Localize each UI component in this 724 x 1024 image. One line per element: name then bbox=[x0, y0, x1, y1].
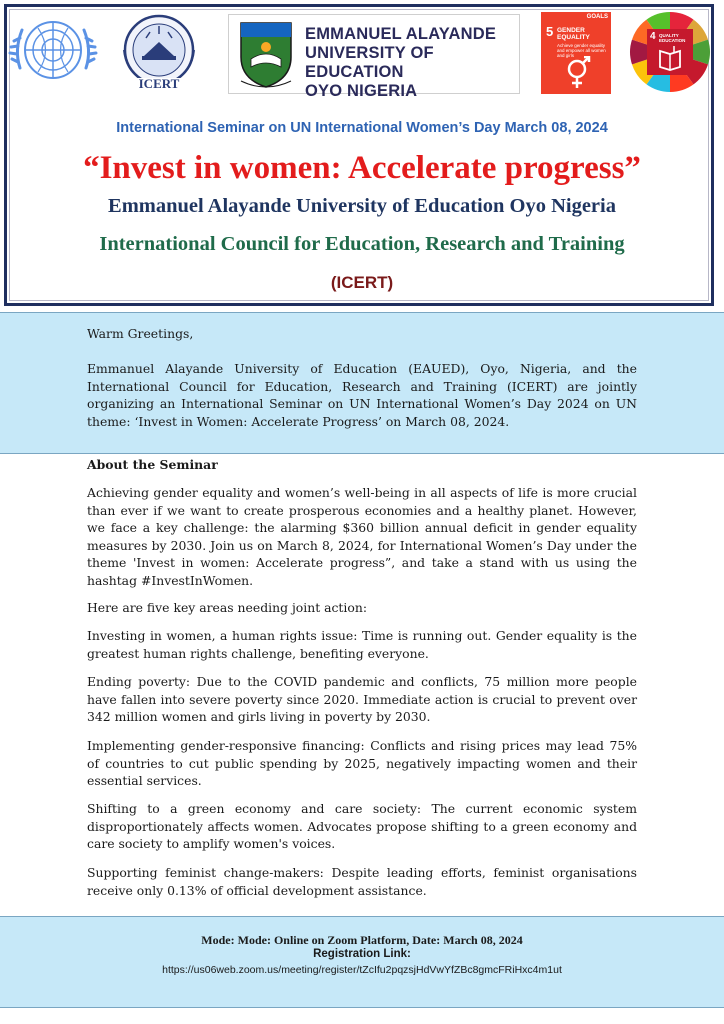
icert-logo-text: ICERT bbox=[138, 76, 180, 91]
council-abbreviation: (ICERT) bbox=[330, 273, 394, 292]
book-icon bbox=[658, 45, 682, 71]
about-paragraph-3: Investing in women, a human rights issue: Time is running out. Gender equality is the greatest human rights challenge, benefiting everyone. bbox=[87, 628, 637, 661]
footer-band bbox=[0, 916, 724, 1008]
sdg4-title: QUALITY EDUCATION bbox=[659, 33, 686, 43]
registration-link[interactable]: https://us06web.zoom.us/meeting/register/tZcIfu2pqzsjHdVwYfZBc8gmcFRiHxc4m1ut bbox=[162, 964, 562, 976]
eaued-name-line3: OYO NIGERIA bbox=[305, 82, 418, 100]
eaued-logo-block bbox=[228, 14, 520, 100]
about-paragraph-1: Achieving gender equality and women’s well-being in all aspects of life is more crucial than ever if we want to create prosperous economies and a healthy planet. However, we face a key challenge: the alarming $360 billion annual deficit in gender equality measures by 2030. Join us on March 8, 2024, for International Women’s Day under the theme 'Invest in women: Accelerate progress”, and take a stand with us using the hashtag #InvestInWomen. bbox=[87, 485, 637, 588]
sdg-wheel-icon bbox=[628, 10, 712, 94]
sdg4-quality-education-icon bbox=[647, 29, 693, 75]
eaued-name-line1: EMMANUEL ALAYANDE bbox=[305, 25, 497, 43]
greeting: Warm Greetings, bbox=[87, 326, 194, 341]
registration-label: Registration Link: bbox=[313, 948, 411, 960]
sdg5-desc: Achieve gender equality and empower all women and girls bbox=[557, 43, 606, 58]
sdg5-goals-tag: GOALS bbox=[586, 14, 608, 20]
about-heading: About the Seminar bbox=[87, 457, 218, 472]
eaued-name-line2: UNIVERSITY OF EDUCATION bbox=[305, 44, 434, 81]
intro-paragraph: Emmanuel Alayande University of Education (EAUED), Oyo, Nigeria, and the International Council for Education, Research and Training (ICERT) are jointly organizing an International Seminar on UN International Women’s Day 2024 on UN theme: ‘Invest in Women: Accelerate Progress’ on March 08, 2024. bbox=[87, 361, 637, 429]
about-paragraph-7: Supporting feminist change-makers: Despite leading efforts, feminist organisations receive only 0.13% of official development assistance. bbox=[87, 865, 637, 898]
sdg5-number: 5 bbox=[546, 24, 554, 39]
council-name: International Council for Education, Research and Training bbox=[99, 233, 625, 255]
un-emblem-icon bbox=[8, 10, 98, 90]
icert-logo-icon bbox=[116, 12, 202, 94]
sdg4-number: 4 bbox=[650, 31, 656, 42]
eaued-name bbox=[305, 25, 517, 101]
sdg5-title: GENDER EQUALITY bbox=[557, 27, 590, 41]
footer-mode-date: Mode: Mode: Online on Zoom Platform, Date: March 08, 2024 bbox=[201, 933, 523, 947]
about-paragraph-6: Shifting to a green economy and care society: The current economic system disproportionately affects women. Advocates propose shifting to a green economy and care society to amplify women's voices. bbox=[87, 801, 637, 852]
about-paragraph-5: Implementing gender-responsive financing: Conflicts and rising prices may lead 75% of countries to cut public spending by 2025, negatively impacting women and their essential services. bbox=[87, 738, 637, 789]
eaued-crest-icon bbox=[235, 19, 297, 89]
gender-symbol-icon bbox=[561, 56, 593, 90]
seminar-title: International Seminar on UN International Women’s Day March 08, 2024 bbox=[116, 120, 608, 136]
theme-title: “Invest in women: Accelerate progress” bbox=[83, 150, 641, 186]
about-paragraph-2: Here are five key areas needing joint action: bbox=[87, 600, 367, 615]
university-name: Emmanuel Alayande University of Education Oyo Nigeria bbox=[108, 195, 616, 217]
sdg5-gender-equality-icon bbox=[541, 12, 611, 94]
about-paragraph-4: Ending poverty: Due to the COVID pandemic and conflicts, 75 million more people have fallen into severe poverty since 2020. Immediate action is crucial to prevent over 342 million women and girls living in poverty by 2030. bbox=[87, 674, 637, 725]
